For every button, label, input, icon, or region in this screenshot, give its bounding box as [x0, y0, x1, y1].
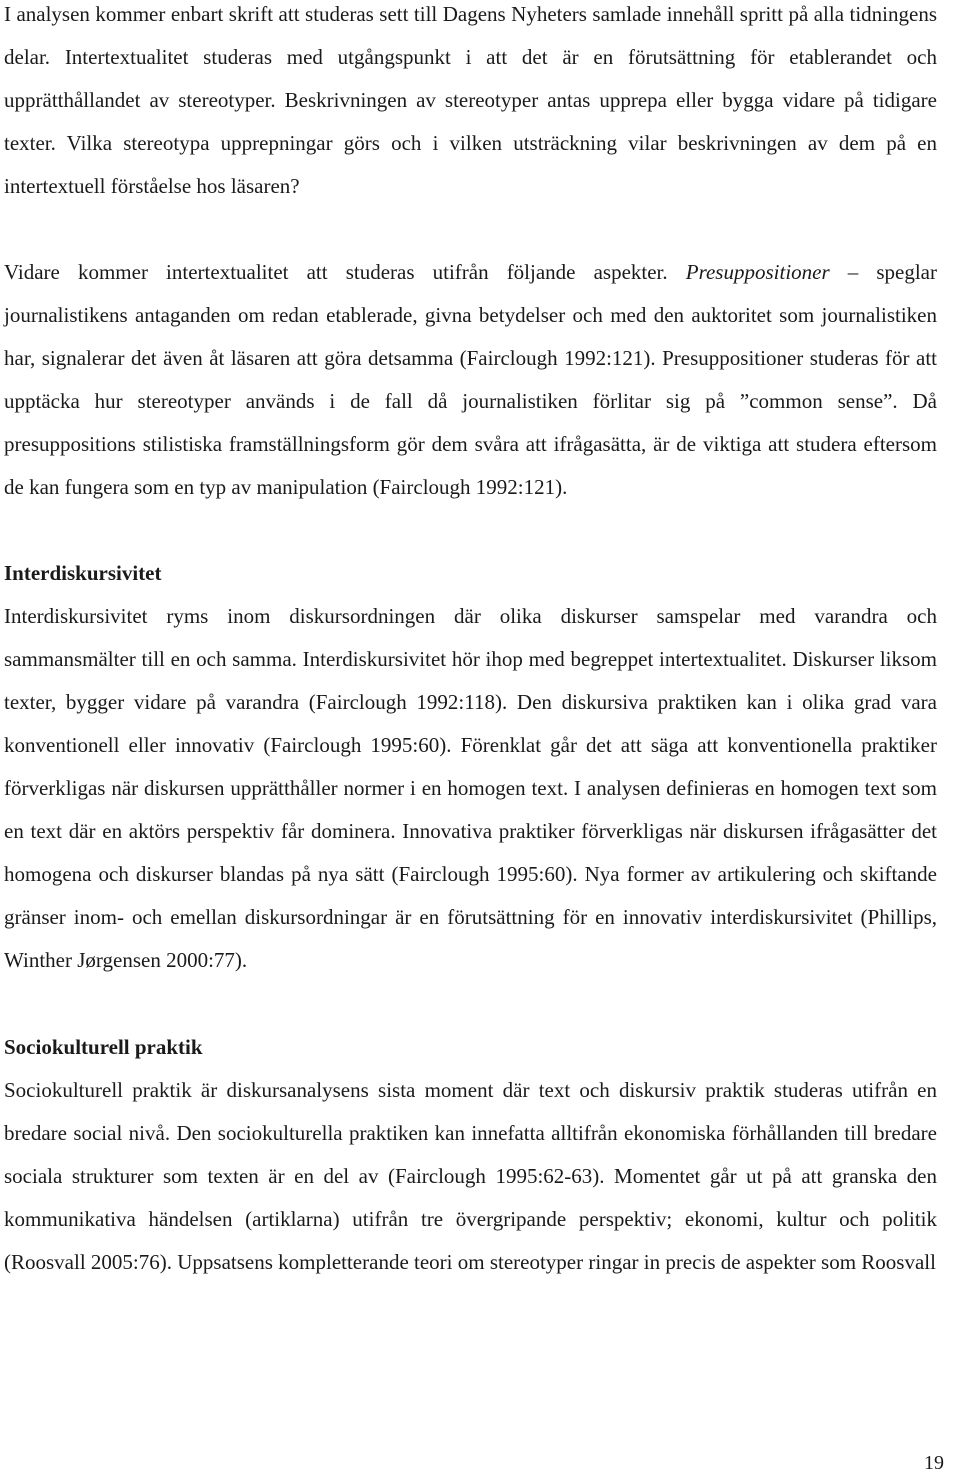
paragraph-gap [4, 208, 937, 251]
heading-interdiskursivitet: Interdiskursivitet [4, 561, 162, 585]
paragraph-body: – speglar journalistikens antaganden om redan etablerade, givna betydelser och med den auktoritet som journalistiken har, signalerar det även åt läsaren att göra detsamma (Fairclough 1992:121). Presuppositioner studeras för att upptäcka hur stereotyper används i de fall då journalistiken förlitar sig på ”common sense”. Då presuppositions stilistiska framställningsform gör dem svåra att ifrågasätta, är de viktiga att studera eftersom de kan fungera som en typ av manipulation (Fairclough 1992:121). [4, 260, 937, 499]
document-page [4, 0, 937, 1284]
paragraph-lead: Vidare kommer intertextualitet att studeras utifrån följande aspekter. [4, 260, 668, 284]
paragraph-gap [4, 509, 937, 552]
paragraph-interdiskursivitet: Interdiskursivitet ryms inom diskursordningen där olika diskurser samspelar med varandra och sammansmälter till en och samma. Interdiskursivitet hör ihop med begreppet intertextualitet. Diskurser liksom texter, bygger vidare på varandra (Fairclough 1992:118). Den diskursiva praktiken kan i olika grad vara konventionell eller innovativ (Fairclough 1995:60). Förenklat går det att säga att konventionella praktiker förverkligas när diskursen upprätthåller normer i en homogen text. I analysen definieras en homogen text som en text där en aktörs perspektiv får dominera. Innovativa praktiker förverkligas när diskursen ifrågasätter det homogena och diskurser blandas på nya sätt (Fairclough 1995:60). Nya former av artikulering och skiftande gränser inom- och emellan diskursordningar är en förutsättning för en innovativ interdiskursivitet (Phillips, Winther Jørgensen 2000:77). [4, 604, 937, 972]
paragraph-gap [4, 982, 937, 1026]
term-presuppositioner: Presuppositioner [685, 260, 830, 284]
paragraph-presuppositions [4, 251, 937, 509]
paragraph-sociokulturell-praktik: Sociokulturell praktik är diskursanalysens sista moment där text och diskursiv praktik studeras utifrån en bredare social nivå. Den sociokulturella praktiken kan innefatta alltifrån ekonomiska förhållanden till bredare sociala strukturer som texten är en del av (Fairclough 1995:62-63). Momentet går ut på att granska den kommunikativa händelsen (artiklarna) utifrån tre övergripande perspektiv; ekonomi, kultur och politik (Roosvall 2005:76). Uppsatsens kompletterande teori om stereotyper ringar in precis de aspekter som Roosvall [4, 1078, 937, 1274]
page-number: 19 [924, 1452, 944, 1474]
paragraph-analysis-scope: I analysen kommer enbart skrift att studeras sett till Dagens Nyheters samlade innehåll spritt på alla tidningens delar. Intertextualitet studeras med utgångspunkt i att det är en förutsättning för etablerandet och upprätthållandet av stereotyper. Beskrivningen av stereotyper antas upprepa eller bygga vidare på tidigare texter. Vilka stereotypa upprepningar görs och i vilken utsträckning vilar beskrivningen av dem på en intertextuell förståelse hos läsaren? [4, 2, 937, 198]
heading-sociokulturell-praktik: Sociokulturell praktik [4, 1035, 203, 1059]
